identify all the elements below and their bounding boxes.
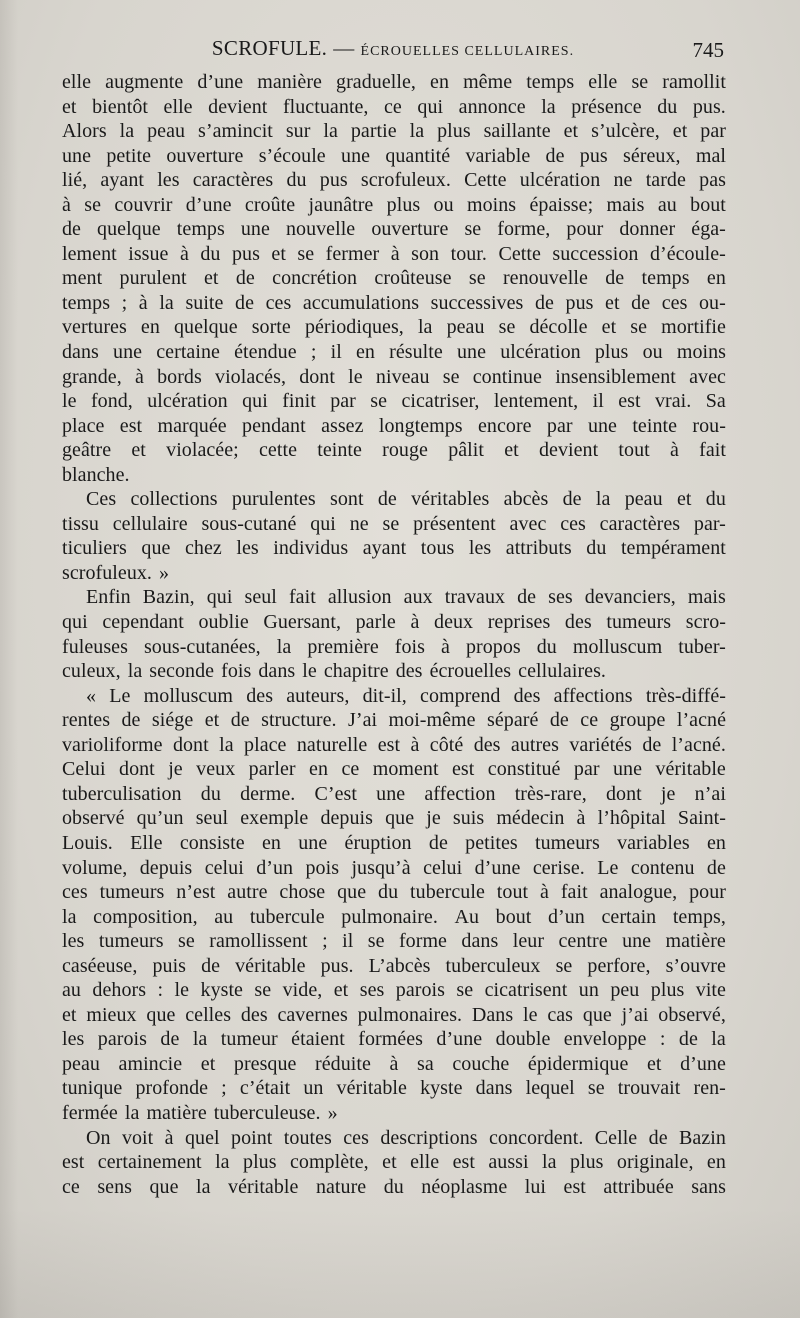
text-line: varioliforme dont la place naturelle est à côté des autres variétés de l’acné. [62, 733, 726, 756]
page-number: 745 [692, 38, 724, 62]
text-line: une petite ouverture s’écoule une quantité variable de pus séreux, mal [62, 144, 726, 167]
text-line: scrofuleux. » [62, 561, 170, 584]
text-line: qui cependant oublie Guersant, parle à deux reprises des tumeurs scro- [62, 611, 726, 634]
text-line: Ces collections purulentes sont de véritables abcès de la peau et du [86, 488, 726, 511]
body-text [62, 70, 726, 1199]
text-line: On voit à quel point toutes ces descriptions concordent. Celle de Bazin [86, 1126, 726, 1149]
running-title-dash: — [333, 36, 355, 60]
text-line: au dehors : le kyste se vide, et ses parois se cicatrisent un peu plus vite [62, 979, 726, 1002]
text-line: volume, depuis celui d’un pois jusqu’à celui d’une cerise. Le contenu de [62, 856, 726, 879]
running-title-main: SCROFULE. [211, 36, 328, 60]
text-line: caséeuse, puis de véritable pus. L’abcès tuberculeux se perfore, s’ouvre [62, 954, 726, 977]
text-line: grande, à bords violacés, dont le niveau se continue insensiblement avec [62, 365, 726, 388]
text-line: geâtre et violacée; cette teinte rouge pâlit et devient tout à fait [62, 439, 726, 462]
text-line: à se couvrir d’une croûte jaunâtre plus ou moins épaisse; mais au bout [62, 193, 726, 216]
text-line: ce sens que la véritable nature du néoplasme lui est attribuée sans [62, 1175, 726, 1198]
text-line: blanche. [62, 463, 130, 486]
text-line: peau amincie et presque réduite à sa couche épidermique et d’une [62, 1052, 726, 1075]
running-title [62, 36, 724, 61]
text-line: lié, ayant les caractères du pus scrofuleux. Cette ulcération ne tarde pas [62, 169, 726, 192]
text-line: observé qu’un seul exemple depuis que je suis médecin à l’hôpital Saint- [62, 807, 726, 830]
running-title-sub: ÉCROUELLES CELLULAIRES. [360, 44, 575, 59]
page-shading [0, 1208, 800, 1318]
text-line: Enfin Bazin, qui seul fait allusion aux travaux de ses devanciers, mais [86, 586, 726, 609]
text-line: Louis. Elle consiste en une éruption de petites tumeurs variables en [62, 831, 726, 854]
text-line: tunique profonde ; c’était un véritable kyste dans lequel se trouvait ren- [62, 1077, 726, 1100]
text-line: et mieux que celles des cavernes pulmonaires. Dans le cas que j’ai observé, [62, 1003, 726, 1026]
text-line: ment purulent et de concrétion croûteuse se renouvelle de temps en [62, 267, 726, 290]
text-line: est certainement la plus complète, et elle est aussi la plus originale, en [62, 1151, 726, 1174]
text-line: les parois de la tumeur étaient formées d’une double enveloppe : de la [62, 1028, 726, 1051]
text-line: et bientôt elle devient fluctuante, ce qui annonce la présence du pus. [62, 95, 726, 118]
text-line: rentes de siége et de structure. J’ai moi-même séparé de ce groupe l’acné [62, 709, 726, 732]
text-line: ces tumeurs n’est autre chose que du tubercule tout à fait analogue, pour [62, 881, 726, 904]
text-line: culeux, la seconde fois dans le chapitre des écrouelles cellulaires. [62, 660, 606, 683]
running-header [62, 36, 724, 66]
text-line: les tumeurs se ramollissent ; il se forme dans leur centre une matière [62, 930, 726, 953]
text-line: tissu cellulaire sous-cutané qui ne se présentent avec ces caractères par- [62, 512, 726, 535]
text-line: de quelque temps une nouvelle ouverture se forme, pour donner éga- [62, 218, 726, 241]
text-line: temps ; à la suite de ces accumulations successives de pus et de ces ou- [62, 291, 726, 314]
text-line: elle augmente d’une manière graduelle, en même temps elle se ramollit [62, 71, 726, 93]
text-line: fuleuses sous-cutanées, la première fois à propos du molluscum tuber- [62, 635, 726, 658]
text-line: le fond, ulcération qui finit par se cicatriser, lentement, il est vrai. Sa [62, 390, 726, 413]
text-line: vertures en quelque sorte périodiques, la peau se décolle et se mortifie [62, 316, 726, 339]
binding-shadow [0, 0, 18, 1318]
text-line: fermée la matière tuberculeuse. » [62, 1101, 338, 1124]
text-line: « Le molluscum des auteurs, dit-il, comprend des affections très-diffé- [86, 684, 726, 707]
text-line: place est marquée pendant assez longtemps encore par une teinte rou- [62, 414, 726, 437]
text-line: lement issue à du pus et se fermer à son tour. Cette succession d’écoule- [62, 242, 726, 265]
text-line: tuberculisation du derme. C’est une affection très-rare, dont je n’ai [62, 782, 726, 805]
text-line: dans une certaine étendue ; il en résulte une ulcération plus ou moins [62, 341, 726, 364]
text-line: ticuliers que chez les individus ayant tous les attributs du tempérament [62, 537, 726, 560]
text-line: Alors la peau s’amincit sur la partie la plus saillante et s’ulcère, et par [62, 120, 726, 143]
text-line: Celui dont je veux parler en ce moment est constitué par une véritable [62, 758, 726, 781]
text-line: la composition, au tubercule pulmonaire. Au bout d’un certain temps, [62, 905, 726, 928]
